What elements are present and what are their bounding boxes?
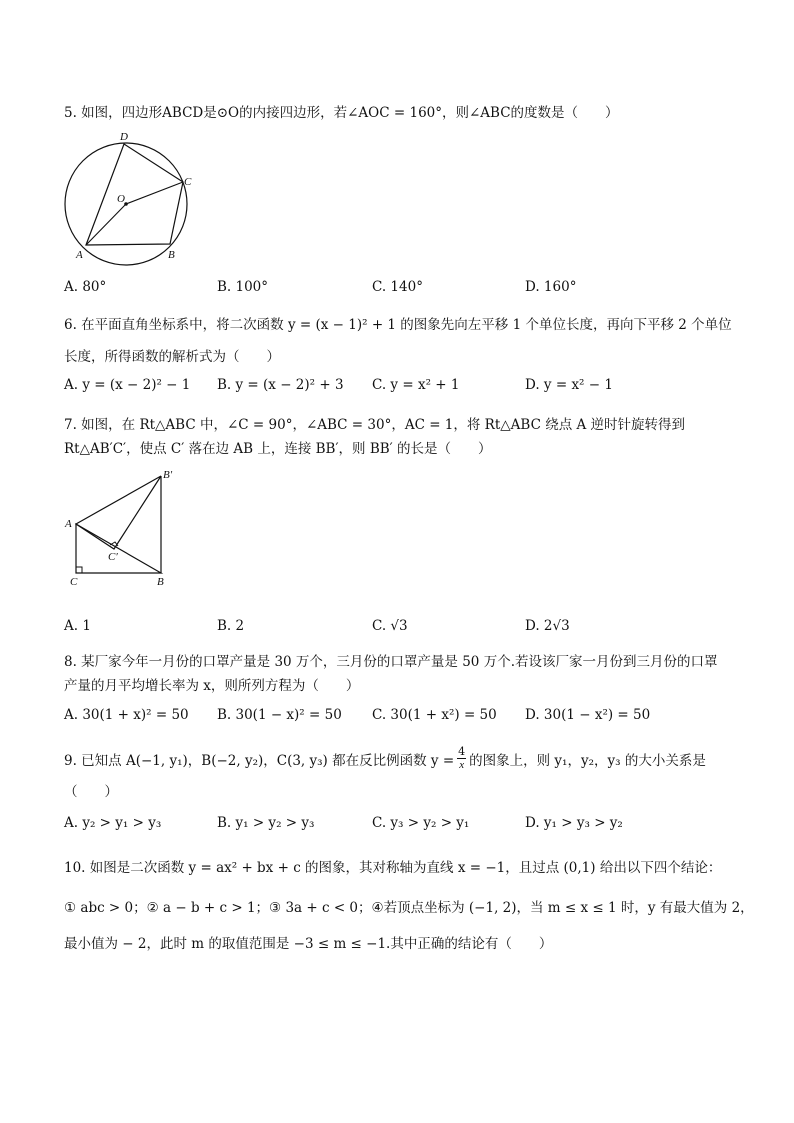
segment-oc: [126, 182, 183, 204]
q9-option-a[interactable]: A. y₂ > y₁ > y₃: [64, 815, 162, 831]
q9-option-c[interactable]: C. y₃ > y₂ > y₁: [372, 815, 470, 831]
q8-option-c[interactable]: C. 30(1 + x²) = 50: [372, 707, 497, 723]
q6-option-a[interactable]: A. y = (x − 2)² − 1: [64, 377, 191, 393]
q9-fraction: [457, 746, 466, 771]
label-b: B: [168, 249, 175, 261]
label-b-prime: B′: [163, 469, 173, 481]
label-b: B: [157, 576, 164, 588]
label-c: C: [184, 176, 192, 188]
label-a: A: [76, 249, 83, 261]
q9-stem-part-1: 9. 已知点 A(−1, y₁)，B(−2, y₂)，C(3, y₃) 都在反比例函数 y =: [64, 752, 455, 769]
q10-stem-line-1: 10. 如图是二次函数 y = ax² + bx + c 的图象，其对称轴为直线 x = −1，且过点 (0,1) 给出以下四个结论：: [64, 860, 722, 876]
q7-stem-line-2: Rt△AB′C′，使点 C′ 落在边 AB 上，连接 BB′，则 BB′ 的长是（ ）: [64, 441, 492, 457]
q10-stem-line-3: 最小值为 − 2，此时 m 的取值范围是 −3 ≤ m ≤ −1.其中正确的结论有（ ）: [64, 936, 553, 952]
triangle-abc: [76, 524, 161, 573]
q5-option-d[interactable]: D. 160°: [525, 279, 577, 295]
q6-option-d[interactable]: D. y = x² − 1: [525, 377, 613, 393]
q9-stem-line-2: （ ）: [64, 784, 118, 800]
label-a: A: [65, 518, 72, 530]
q6-stem-line-2: 长度，所得函数的解析式为（ ）: [64, 349, 280, 365]
q5-stem: 5. 如图，四边形ABCD是⊙O的内接四边形，若∠AOC = 160°，则∠ABC的度数是（ ）: [64, 105, 619, 121]
q9-fraction-numerator: 4: [458, 745, 466, 758]
q7-option-b[interactable]: B. 2: [217, 618, 245, 634]
q6-stem-line-1: 6. 在平面直角坐标系中，将二次函数 y = (x − 1)² + 1 的图象先向左平移 1 个单位长度，再向下平移 2 个单位: [64, 317, 732, 333]
q6-option-b[interactable]: B. y = (x − 2)² + 3: [217, 377, 344, 393]
label-c-prime: C′: [108, 551, 118, 563]
q8-stem-line-2: 产量的月平均增长率为 x，则所列方程为（ ）: [64, 678, 360, 694]
q8-option-a[interactable]: A. 30(1 + x)² = 50: [64, 707, 189, 723]
q5-option-a[interactable]: A. 80°: [64, 279, 107, 295]
q9-stem-line-1: [64, 746, 706, 771]
label-o: O: [117, 193, 125, 205]
q9-option-d[interactable]: D. y₁ > y₃ > y₂: [525, 815, 623, 831]
q7-option-a[interactable]: A. 1: [64, 618, 91, 634]
q7-stem-line-1: 7. 如图，在 Rt△ABC 中，∠C = 90°，∠ABC = 30°，AC = 1，将 Rt△ABC 绕点 A 逆时针旋转得到: [64, 417, 686, 433]
q7-option-d[interactable]: D. 2√3: [525, 618, 570, 634]
q7-option-c[interactable]: C. √3: [372, 618, 408, 634]
segment-ao: [86, 204, 126, 245]
q8-option-d[interactable]: D. 30(1 − x²) = 50: [525, 707, 651, 723]
label-d: D: [120, 131, 128, 143]
q9-fraction-denominator: x: [459, 759, 465, 771]
q10-stem-line-2: ① abc > 0；② a − b + c > 1；③ 3a + c < 0；④若顶点坐标为 (−1, 2)，当 m ≤ x ≤ 1 时，y 有最大值为 2，: [64, 900, 754, 916]
q8-stem-line-1: 8. 某厂家今年一月份的口罩产量是 30 万个，三月份的口罩产量是 50 万个.若设该厂家一月份到三月份的口罩: [64, 654, 718, 670]
right-angle-c: [76, 567, 82, 573]
q5-option-c[interactable]: C. 140°: [372, 279, 423, 295]
q7-triangle-figure: [60, 468, 185, 593]
q8-option-b[interactable]: B. 30(1 − x)² = 50: [217, 707, 342, 723]
label-c: C: [70, 576, 78, 588]
q6-option-c[interactable]: C. y = x² + 1: [372, 377, 460, 393]
triangle-ab-prime-c-prime: [76, 476, 161, 549]
q5-option-b[interactable]: B. 100°: [217, 279, 269, 295]
q9-stem-part-2: 的图象上，则 y₁，y₂，y₃ 的大小关系是: [469, 752, 706, 769]
q9-option-b[interactable]: B. y₁ > y₂ > y₃: [217, 815, 315, 831]
q5-circle-figure: [60, 130, 200, 270]
